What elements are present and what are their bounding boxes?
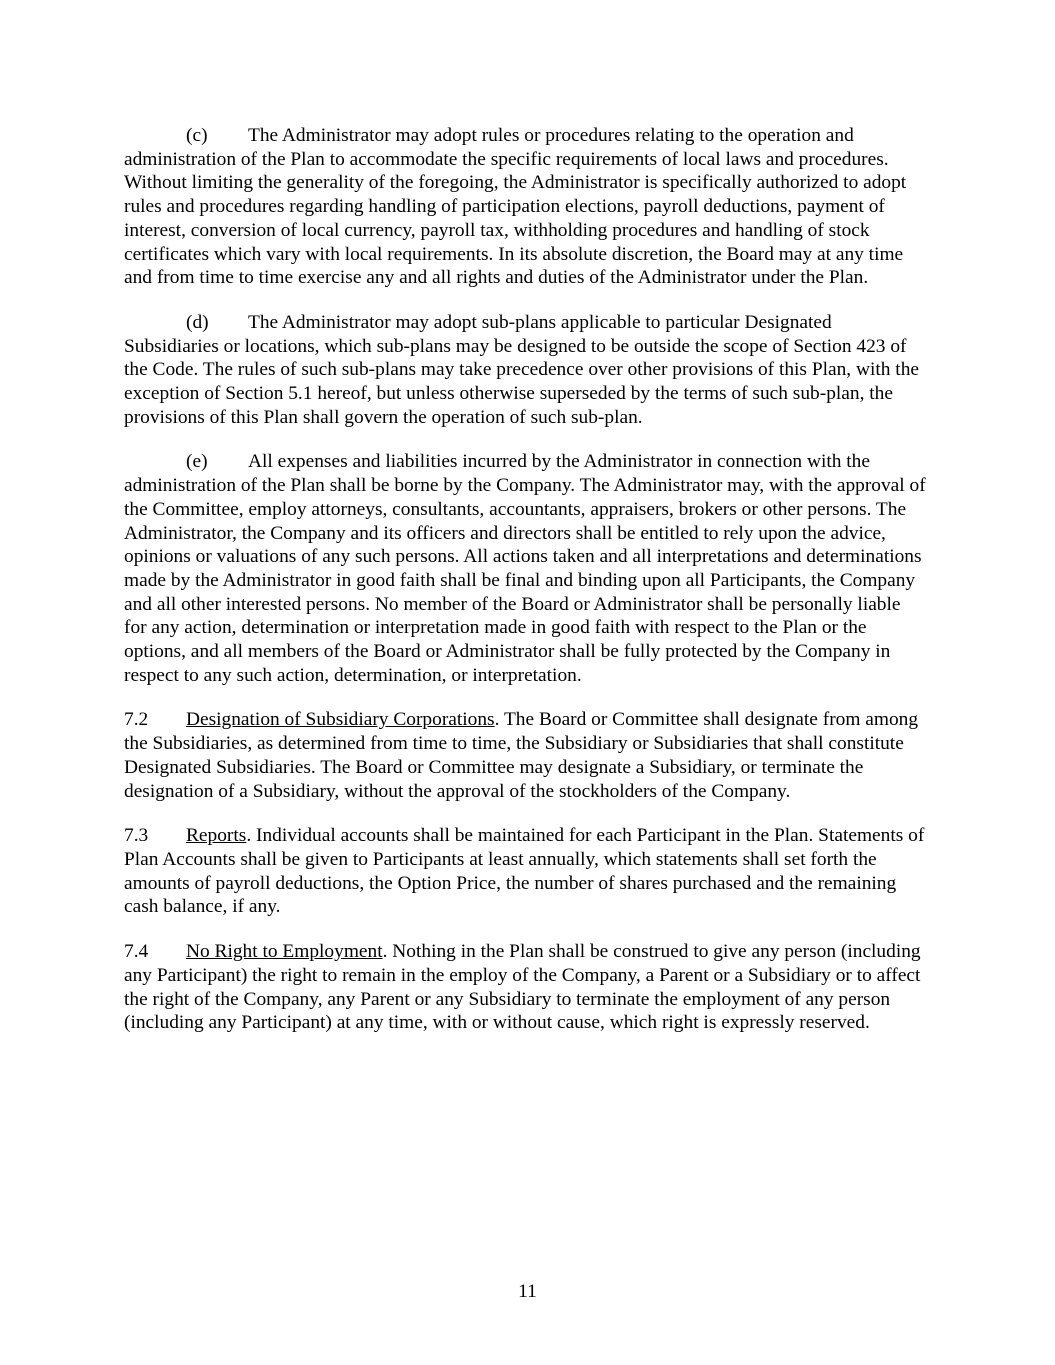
paragraph-marker: (d) bbox=[186, 311, 209, 333]
paragraph-text: All expenses and liabilities incurred by the Administrator in connection with the administration of the Plan shall be borne by the Company. The Administrator may, with the approval of the Committee, employ attorneys, consultants, accountants, appraisers, brokers or other persons. The Administrator, the Company and its officers and directors shall be entitled to rely upon the advice, opinions or valuations of any such persons. All actions taken and all interpretations and determinations made by the Administrator in good faith shall be final and binding upon all Participants, the Company and all other interested persons. No member of the Board or Administrator shall be personally liable for any action, determination or interpretation made in good faith with respect to the Plan or the options, and all members of the Board or Administrator shall be fully protected by the Company in respect to any such action, determination, or interpretation. bbox=[124, 451, 926, 686]
section-number: 7.4 bbox=[124, 941, 149, 963]
section-text: . Individual accounts shall be maintained for each Participant in the Plan. Statements of Plan Accounts shall be given to Participants at least annually, which statements shall set forth the amounts of payroll deductions, the Option Price, the number of shares purchased and the remaining cash balance, if any. bbox=[124, 825, 925, 918]
paragraph-marker: (c) bbox=[186, 125, 208, 146]
section-7-2 bbox=[124, 708, 926, 803]
paragraph-text: The Administrator may adopt sub-plans applicable to particular Designated Subsidiaries or locations, which sub-plans may be designed to be outside the scope of Section 423 of the Code. The rules of such sub-plans may take precedence over other provisions of this Plan, with the exception of Section 5.1 hereof, but unless otherwise superseded by the terms of such sub-plan, the provisions of this Plan shall govern the operation of such sub-plan. bbox=[124, 311, 919, 428]
page-number: 11 bbox=[518, 1281, 537, 1302]
paragraph-d bbox=[124, 311, 926, 430]
section-number: 7.2 bbox=[124, 709, 149, 731]
paragraph-e bbox=[124, 450, 926, 687]
section-number: 7.3 bbox=[124, 825, 149, 847]
section-7-3 bbox=[124, 824, 926, 919]
document-page bbox=[124, 124, 926, 1056]
section-heading: Reports bbox=[186, 825, 247, 847]
section-text: . Nothing in the Plan shall be construed to give any person (including any Participant) the right to remain in the employ of the Company, a Parent or a Subsidiary or to affect the right of the Company, any Parent or any Subsidiary to terminate the employment of any person (including any Participant) at any time, with or without cause, which right is expressly reserved. bbox=[124, 941, 921, 1034]
section-7-4 bbox=[124, 940, 926, 1035]
section-heading: Designation of Subsidiary Corporations bbox=[186, 709, 495, 731]
paragraph-text: The Administrator may adopt rules or procedures relating to the operation and administration of the Plan to accommodate the specific requirements of local laws and procedures. Without limiting the generality of the foregoing, the Administrator is specifically authorized to adopt rules and procedures regarding handling of participation elections, payroll deductions, payment of interest, conversion of local currency, payroll tax, withholding procedures and handling of stock certificates which vary with local requirements. In its absolute discretion, the Board may at any time and from time to time exercise any and all rights and duties of the Administrator under the Plan. bbox=[124, 125, 907, 289]
paragraph-c bbox=[124, 124, 926, 290]
section-text: . The Board or Committee shall designate from among the Subsidiaries, as determined from time to time, the Subsidiary or Subsidiaries that shall constitute Designated Subsidiaries. The Board or Committee may designate a Subsidiary, or terminate the designation of a Subsidiary, without the approval of the stockholders of the Company. bbox=[124, 709, 919, 802]
paragraph-marker: (e) bbox=[186, 451, 208, 473]
section-heading: No Right to Employment bbox=[186, 941, 383, 963]
